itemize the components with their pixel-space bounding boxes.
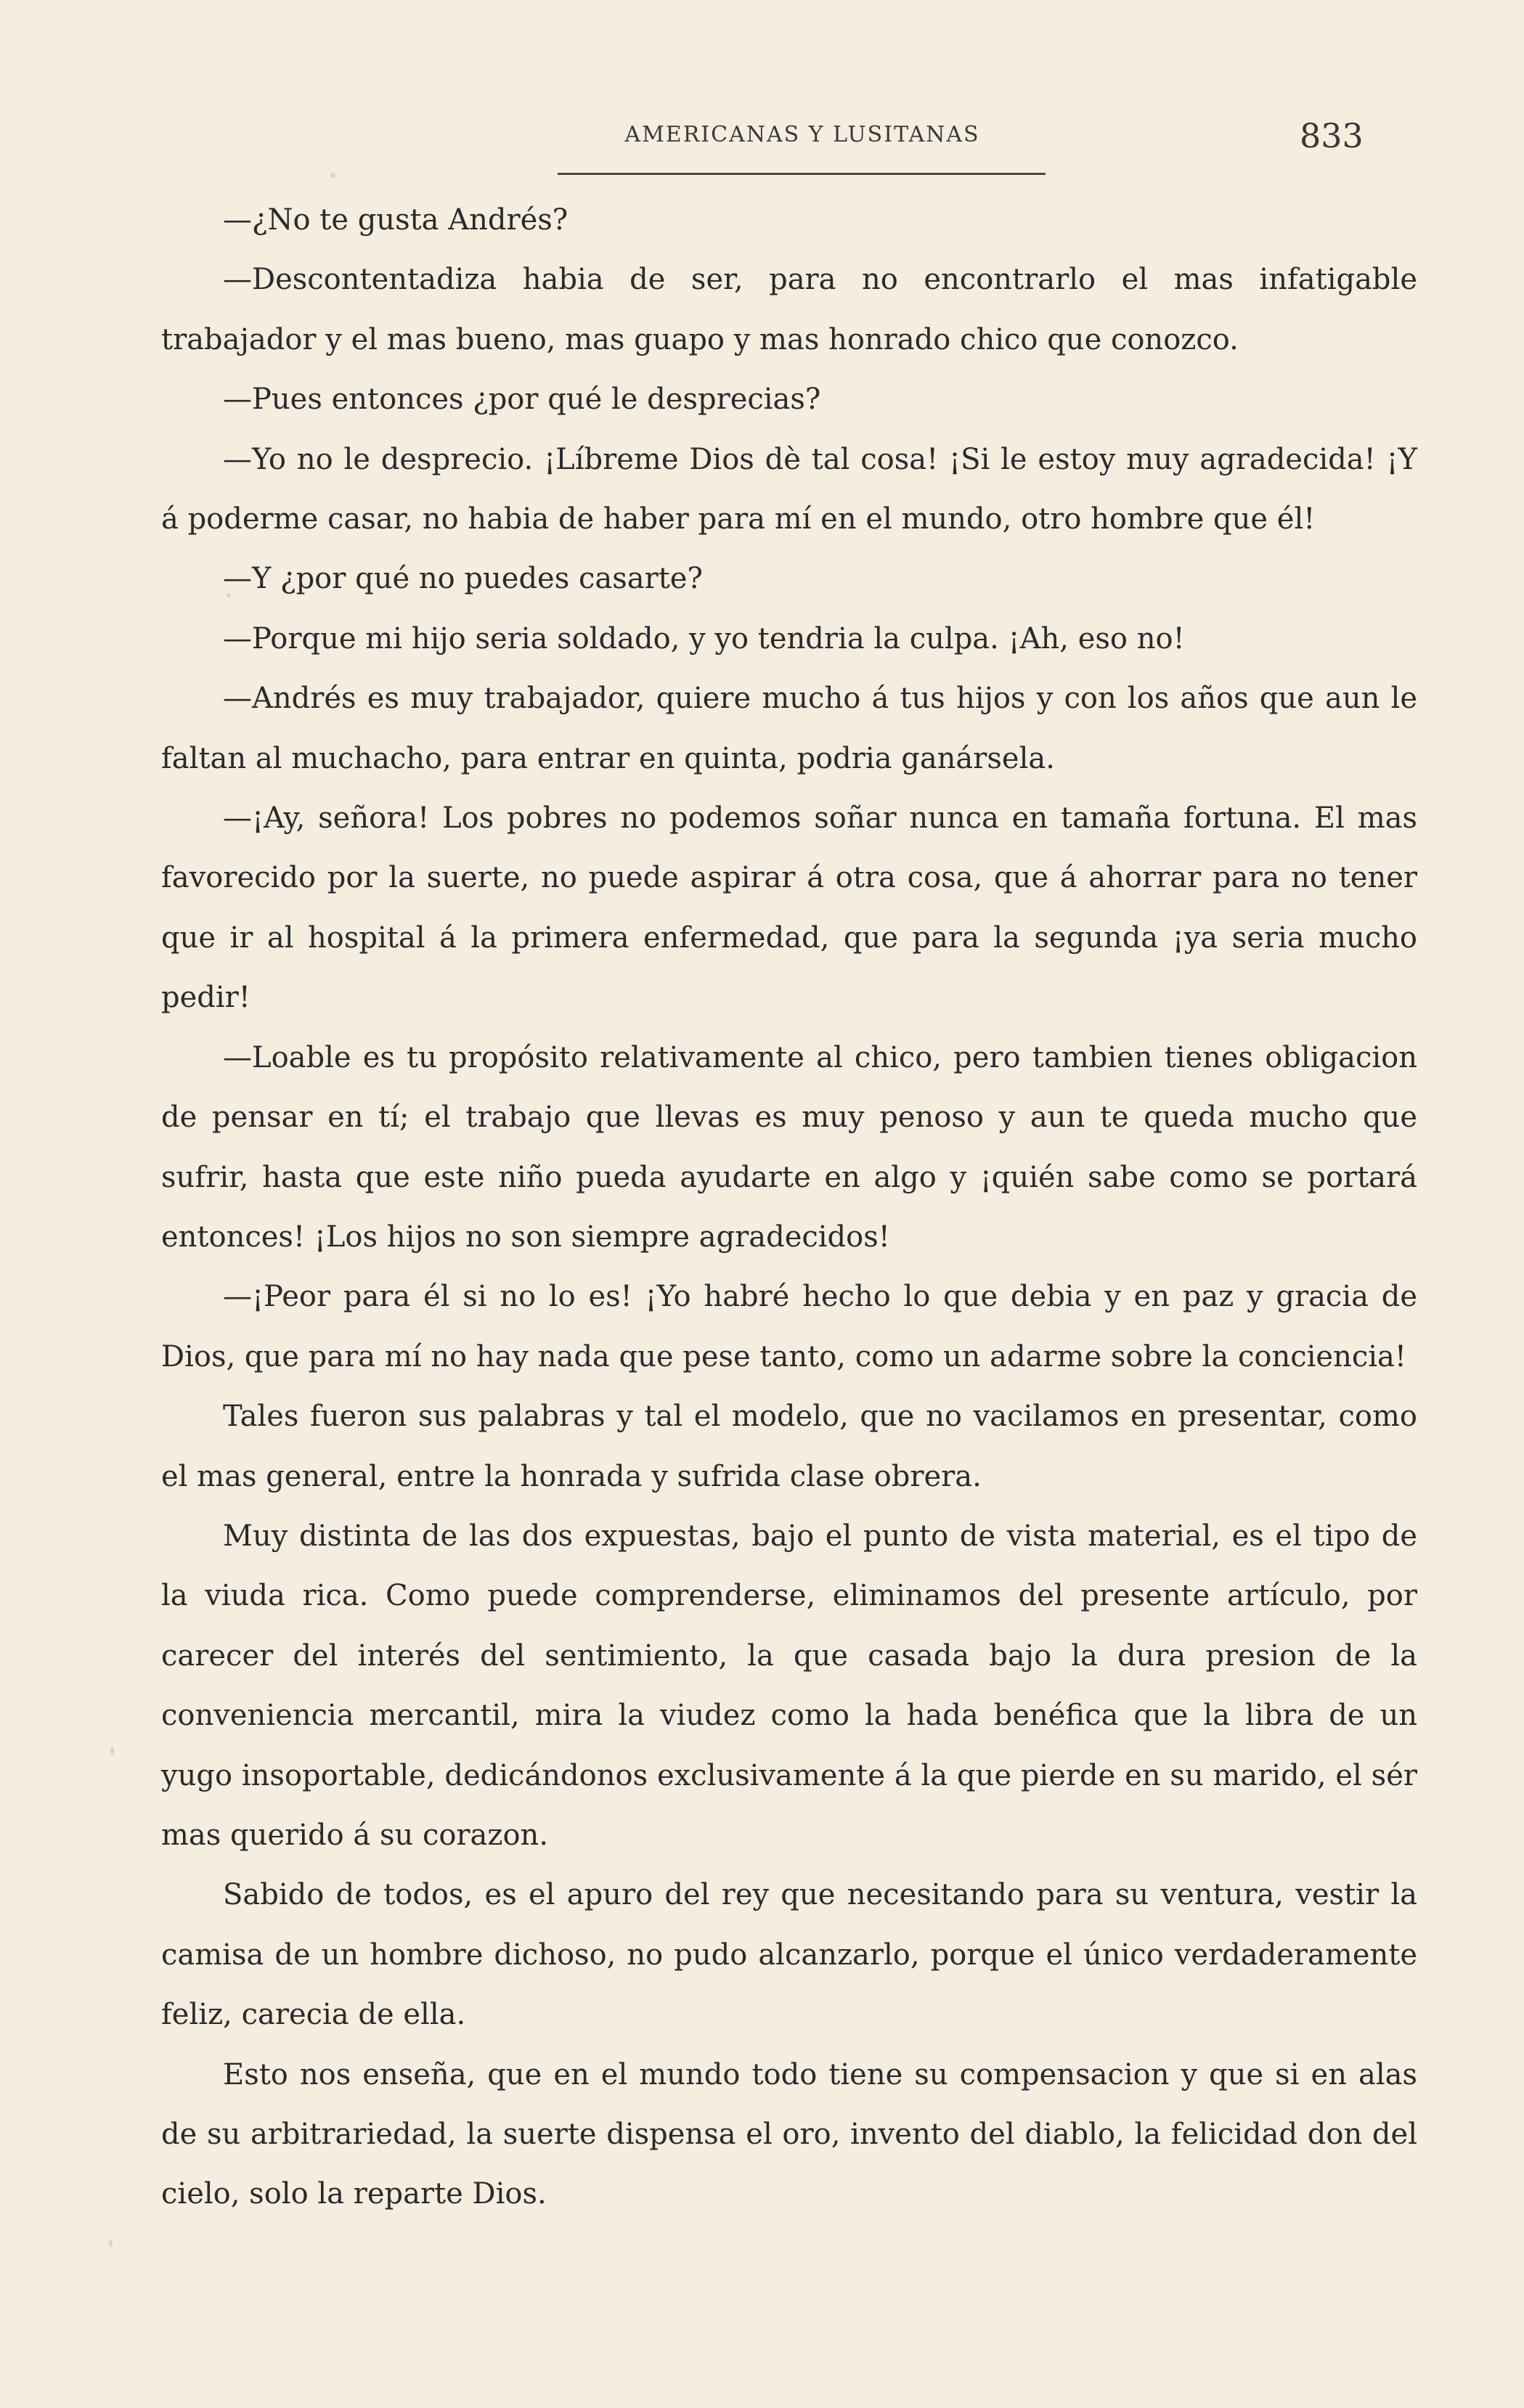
paragraph: Esto nos enseña, que en el mundo todo tiene su compensacion y que si en alas de su arbitrariedad, la suerte dispensa el oro, invento del diablo, la felicidad don del cielo, solo la reparte Dios. (161, 2057, 1417, 2211)
paragraph: —Andrés es muy trabajador, quiere mucho á tus hijos y con los años que aun le faltan al muchacho, para entrar en quinta, podria ganársela. (161, 682, 1417, 775)
paragraph: —Pues entonces ¿por qué le desprecias? (223, 383, 821, 417)
paragraph: —Yo no le desprecio. ¡Líbreme Dios dè tal cosa! ¡Si le estoy muy agradecida! ¡Y á poderme casar, no habia de haber para mí en el mundo, otro hombre que él! (161, 442, 1417, 536)
header-rule (558, 173, 1046, 175)
paragraph: —Descontentadiza habia de ser, para no encontrarlo el mas infatigable trabajador y el mas bueno, mas guapo y mas honrado chico que conozco. (161, 263, 1417, 356)
paragraph: —¡Ay, señora! Los pobres no podemos soñar nunca en tamaña fortuna. El mas favorecido por la suerte, no puede aspirar á otra cosa, que á ahorrar para no tener que ir al hospital á la primera enfermedad, que para la segunda ¡ya seria mucho pedir! (161, 801, 1417, 1015)
paragraph: Muy distinta de las dos expuestas, bajo el punto de vista material, es el tipo de la viuda rica. Como puede comprenderse, eliminamos del presente artículo, por carecer del interés del sentimiento, la que casada bajo la dura presion de la conveniencia mercantil, mira la viudez como la hada benéfica que la libra de un yugo insoportable, dedicándonos exclusivamente á la que pierde en su marido, el sér mas querido á su corazon. (161, 1519, 1417, 1852)
page-number: 833 (1300, 116, 1364, 155)
paper-speck (110, 1747, 114, 1755)
body-text (161, 190, 1417, 2224)
paragraph: —¡Peor para él si no lo es! ¡Yo habré hecho lo que debia y en paz y gracia de Dios, que para mí no hay nada que pese tanto, como un adarme sobre la conciencia! (161, 1280, 1417, 1374)
paragraph: —¿No te gusta Andrés? (223, 203, 569, 237)
paragraph: Sabido de todos, es el apuro del rey que necesitando para su ventura, vestir la camisa de un hombre dichoso, no pudo alcanzarlo, porque el único verdaderamente feliz, carecia de ella. (161, 1878, 1417, 2032)
paper-speck (109, 2240, 113, 2247)
paragraph: —Porque mi hijo seria soldado, y yo tendria la culpa. ¡Ah, eso no! (223, 621, 1185, 656)
paragraph: —Y ¿por qué no puedes casarte? (223, 562, 703, 596)
paper-speck (330, 173, 335, 178)
paragraph: Tales fueron sus palabras y tal el modelo, que no vacilamos en presentar, como el mas general, entre la honrada y sufrida clase obrera. (161, 1400, 1417, 1493)
running-head: AMERICANAS Y LUSITANAS (624, 122, 980, 147)
paragraph: —Loable es tu propósito relativamente al chico, pero tambien tienes obligacion de pensar en tí; el trabajo que llevas es muy penoso y aun te queda mucho que sufrir, hasta que este niño pueda ayudarte en algo y ¡quién sabe como se portará entonces! ¡Los hijos no son siempre agradecidos! (161, 1040, 1417, 1254)
